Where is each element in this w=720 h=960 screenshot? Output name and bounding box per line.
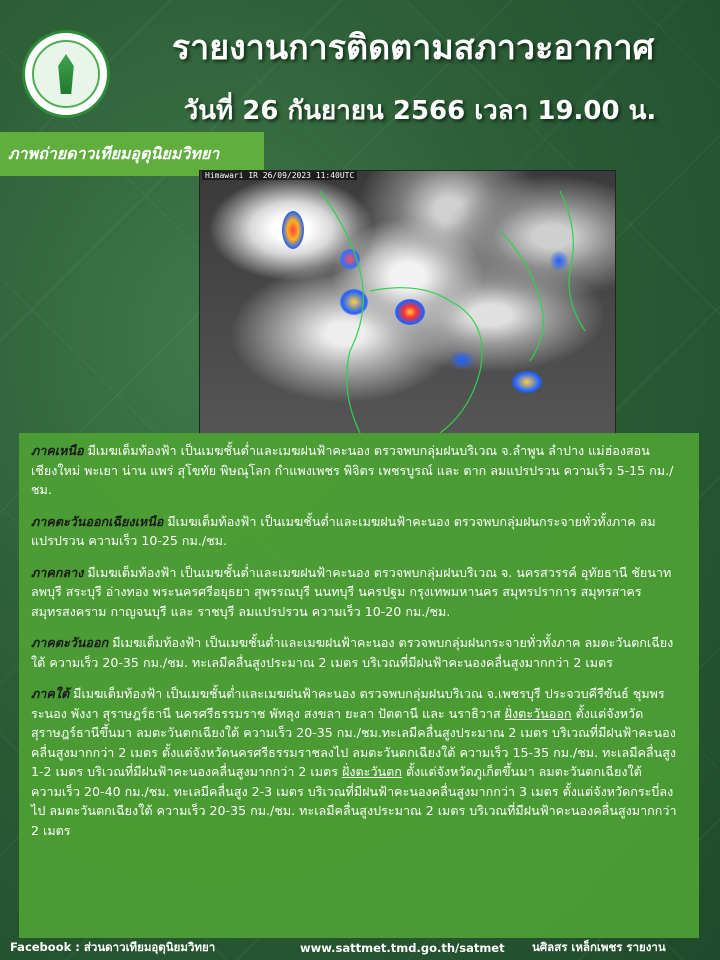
report-text-north: มีเมฆเต็มท้องฟ้า เป็นเมฆชั้นต่ำและเมฆฝนฟ้าคะนอง ตรวจพบกลุ่มฝนบริเวณ จ.ลำพูน ลำปาง แม่ฮ่องสอน เชียงใหม่ พะเยา น่าน แพร่ สุโขทัย พิษณุโลก กำแพงเพชร พิจิตร เพชรบูรณ์ และ ตาก ลมแปรปรวน ความเร็ว 5-15 กม./ชม. — [31, 443, 674, 497]
region-label-east: ภาคตะวันออก — [31, 635, 109, 650]
logo-emblem — [32, 40, 100, 108]
report-south — [31, 684, 687, 840]
region-label-south: ภาคใต้ — [31, 686, 70, 701]
section-label: ภาพถ่ายดาวเทียมอุตุนิยมวิทยา — [8, 143, 220, 163]
satellite-caption: Himawari IR 26/09/2023 11:40UTC — [202, 171, 357, 180]
report-east — [31, 633, 687, 672]
satellite-image — [199, 170, 616, 434]
reporter-name: นศิลสร เหล็กเพชร รายงาน — [532, 940, 666, 954]
report-text-south-3: ตั้งแต่จังหวัดภูเก็ตขึ้นมา ลมตะวันตกเฉียงใต้ ความเร็ว 20-40 กม./ชม. ทะเลมีคลื่นสูง 2-3 เมตร บริเวณที่มีฝนฟ้าคะนองคลื่นสูงมากกว่า 3 เมตร ตั้งแต่จังหวัดกระบี่ลงไป ลมตะวันตกเฉียงใต้ ความเร็ว 20-35 กม./ชม. ทะเลมีคลื่นสูงประมาณ 2 เมตร บริเวณที่มีฝนฟ้าคะนองคลื่นสูงมากกว่า 2 เมตร — [31, 764, 677, 838]
region-label-central: ภาคกลาง — [31, 564, 84, 580]
report-date: วันที่ 26 กันยายน 2566 เวลา 19.00 น. — [183, 96, 657, 126]
page-title: รายงานการติดตามสภาวะอากาศ — [171, 28, 655, 68]
report-central — [31, 563, 687, 622]
report-text-south-2: ตั้งแต่จังหวัดสุราษฎร์ธานีขึ้นมา ลมตะวันตกเฉียงใต้ ความเร็ว 20-35 กม./ชม.ทะเลมีคลื่นสูงประมาณ 2 เมตร บริเวณที่มีฝนฟ้าคะนองคลื่นสูงมากกว่า 2 เมตร ตั้งแต่จังหวัดนครศรีธรรมราชลงไป ลมตะวันตกเฉียงใต้ ความเร็ว 15-35 กม./ชม. ทะเลมีคลื่นสูง 1-2 เมตร บริเวณที่มีฝนฟ้าคะนองคลื่นสูงมากกว่า 2 เมตร — [31, 705, 677, 779]
region-label-northeast: ภาคตะวันออกเฉียงเหนือ — [31, 513, 164, 529]
report-text-south-1: มีเมฆเต็มท้องฟ้า เป็นเมฆชั้นต่ำและเมฆฝนฟ้าคะนอง ตรวจพบกลุ่มฝนบริเวณ จ.เพชรบุรี ประจวบคีรีขันธ์ ชุมพร ระนอง พังงา สุราษฎร์ธานี นครศรีธรรมราช พัทลุง สงขลา ยะลา ปัตตานี และ นราธิวาส — [31, 686, 665, 721]
facebook-link[interactable]: Facebook : ส่วนดาวเทียมอุตุนิยมวิทยา — [10, 940, 216, 954]
region-label-north: ภาคเหนือ — [31, 443, 84, 458]
south-east-coast-label: ฝั่งตะวันออก — [504, 705, 572, 721]
report-text-east: มีเมฆเต็มท้องฟ้า เป็นเมฆชั้นต่ำและเมฆฝนฟ้าคะนอง ตรวจพบกลุ่มฝนกระจายทั่วทั้งภาค ลมตะวันตกเฉียงใต้ ความเร็ว 20-35 กม./ชม. ทะเลมีคลื่นสูงประมาณ 2 เมตร บริเวณที่มีฝนฟ้าคะนองคลื่นสูงมากกว่า 2 เมตร — [31, 635, 674, 670]
logo-figure-icon — [53, 54, 79, 94]
south-west-coast-label: ฝั่งตะวันตก — [341, 764, 402, 779]
report-text-northeast: มีเมฆเต็มท้องฟ้า เป็นเมฆชั้นต่ำและเมฆฝนฟ้าคะนอง ตรวจพบกลุ่มฝนกระจายทั่วทั้งภาค ลมแปรปรวน ความเร็ว 10-25 กม./ชม. — [31, 513, 656, 548]
coastline-overlay — [200, 171, 615, 433]
report-north — [31, 441, 687, 500]
report-text-central: มีเมฆเต็มท้องฟ้า เป็นเมฆชั้นต่ำและเมฆฝนฟ้าคะนอง ตรวจพบกลุ่มฝนบริเวณ จ. นครสวรรค์ อุทัยธานี ชัยนาท ลพบุรี สระบุรี อ่างทอง พระนครศรีอยุธยา สุพรรณบุรี นนทบุรี นครปฐม กรุงเทพมหานคร สมุทรปราการ สมุทรสาคร สมุทรสงคราม กาญจนบุรี และ ราชบุรี ลมแปรปรวน ความเร็ว 10-20 กม./ชม. — [31, 564, 672, 619]
footer — [0, 936, 720, 960]
website-link[interactable]: www.sattmet.tmd.go.th/satmet — [300, 941, 505, 955]
tmd-logo — [22, 30, 110, 118]
report-northeast — [31, 512, 687, 551]
weather-report-panel — [19, 433, 699, 938]
